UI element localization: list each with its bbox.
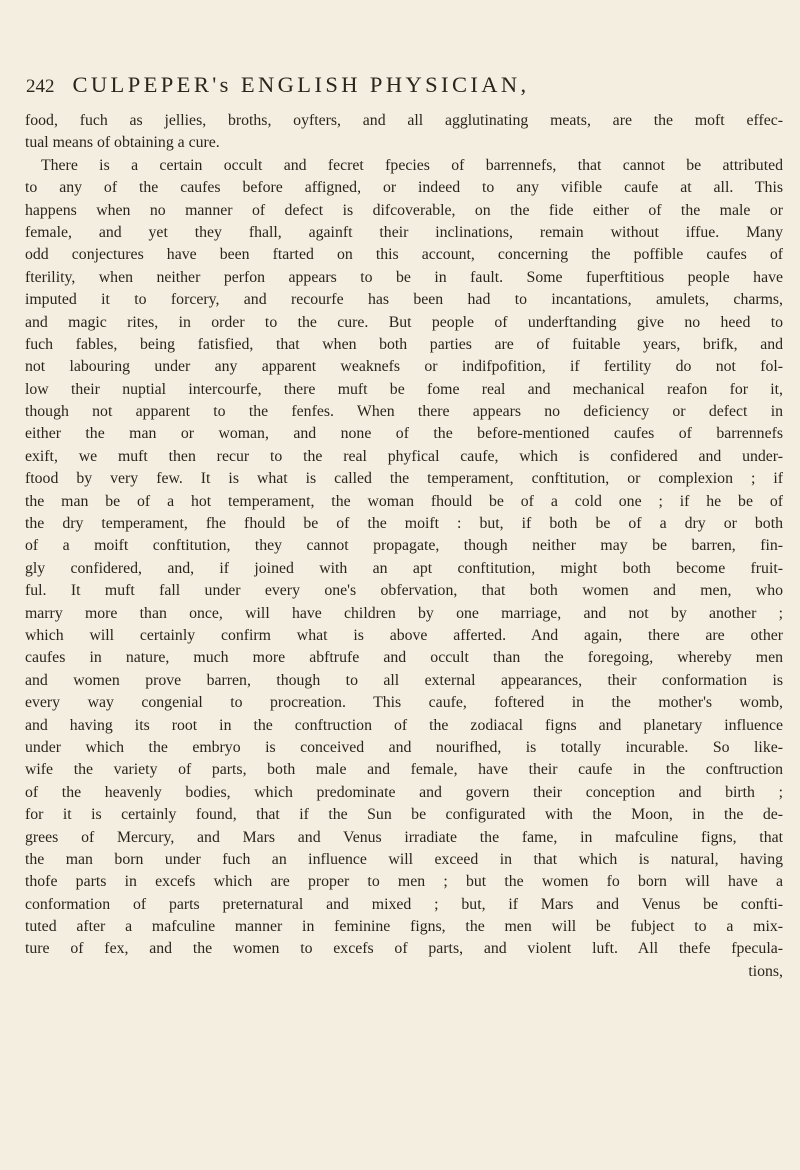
text-line: fuch fables, being fatisfied, that when both parties are of fuitable years, brifk, and	[25, 335, 783, 353]
text-line: conformation of parts preternatural and mixed ; but, if Mars and Venus be confti-	[25, 895, 783, 913]
text-line: imputed it to forcery, and recourfe has been had to incantations, amulets, charms,	[25, 291, 783, 309]
text-line: not labouring under any apparent weaknefs or indifpofition, if fertility do not fol-	[25, 358, 783, 376]
text-line: under which the embryo is conceived and nourifhed, is totally incurable. So like-	[25, 738, 783, 756]
text-line: low their nuptial intercourfe, there muft be fome real and mechanical reafon for it,	[25, 380, 783, 398]
text-line: and women prove barren, though to all external appearances, their conformation is	[25, 671, 783, 689]
text-line: wife the variety of parts, both male and female, have their caufe in the conftruction	[25, 761, 783, 779]
catchword: tions,	[748, 962, 783, 980]
text-line: odd conjectures have been ftarted on this account, concerning the poffible caufes of	[25, 246, 783, 264]
text-line: marry more than once, will have children by one marriage, and not by another ;	[25, 604, 783, 622]
text-line: the man be of a hot temperament, the woman fhould be of a cold one ; if he be of	[25, 492, 783, 510]
text-line: for it is certainly found, that if the Sun be configurated with the Moon, in the de-	[25, 806, 783, 824]
text-line: either the man or woman, and none of the before-mentioned caufes of barrennefs	[25, 425, 783, 443]
body-text	[25, 110, 783, 983]
text-line: ture of fex, and the women to excefs of parts, and violent luft. All thefe fpecula-	[25, 940, 783, 958]
text-line: which will certainly confirm what is above afferted. And again, there are other	[25, 626, 783, 644]
text-line: ful. It muft fall under every one's obfervation, that both women and men, who	[25, 582, 783, 600]
text-line: to any of the caufes before affigned, or indeed to any vifible caufe at all. This	[25, 179, 783, 197]
text-line: the dry temperament, fhe fhould be of the moift : but, if both be of a dry or both	[25, 515, 783, 533]
text-line: every way congenial to procreation. This caufe, foftered in the mother's womb,	[25, 694, 783, 712]
text-line: tual means of obtaining a cure.	[25, 134, 220, 152]
text-line: caufes in nature, much more abftrufe and occult than the foregoing, whereby men	[25, 649, 783, 667]
text-line: the man born under fuch an influence will exceed in that which is natural, having	[25, 850, 783, 868]
text-line: though not apparent to the fenfes. When there appears no deficiency or defect in	[25, 403, 783, 421]
text-line: thofe parts in excefs which are proper to men ; but the women fo born will have a	[25, 873, 783, 891]
text-line: fterility, when neither perfon appears to be in fault. Some fuperftitious people have	[25, 268, 783, 286]
page-header	[26, 72, 760, 98]
text-line: tuted after a mafculine manner in feminine figns, the men will be fubject to a mix-	[25, 918, 783, 936]
running-head: CULPEPER's ENGLISH PHYSICIAN,	[72, 72, 530, 97]
text-line: gly confidered, and, if joined with an apt conftitution, might both become fruit-	[25, 559, 783, 577]
text-line: of a moift conftitution, they cannot propagate, though neither may be barren, fin-	[25, 537, 783, 555]
text-line: female, and yet they fhall, againft their inclinations, remain without iffue. Many	[25, 223, 783, 241]
text-line: There is a certain occult and fecret fpecies of barrennefs, that cannot be attributed	[41, 156, 783, 174]
text-line: ftood by very few. It is what is called the temperament, conftitution, or complexion ; if	[25, 470, 783, 488]
text-line: grees of Mercury, and Mars and Venus irradiate the fame, in mafculine figns, that	[25, 828, 783, 846]
page-number: 242	[26, 76, 55, 97]
text-line: food, fuch as jellies, broths, oyfters, and all agglutinating meats, are the moft effec-	[25, 112, 783, 129]
text-line: happens when no manner of defect is difcoverable, on the fide either of the male or	[25, 201, 783, 219]
text-line: and magic rites, in order to the cure. But people of underftanding give no heed to	[25, 313, 783, 331]
text-line: exift, we muft then recur to the real phyfical caufe, which is confidered and under-	[25, 447, 783, 465]
text-line: and having its root in the conftruction of the zodiacal figns and planetary influence	[25, 716, 783, 734]
text-line: of the heavenly bodies, which predominate and govern their conception and birth ;	[25, 783, 783, 801]
